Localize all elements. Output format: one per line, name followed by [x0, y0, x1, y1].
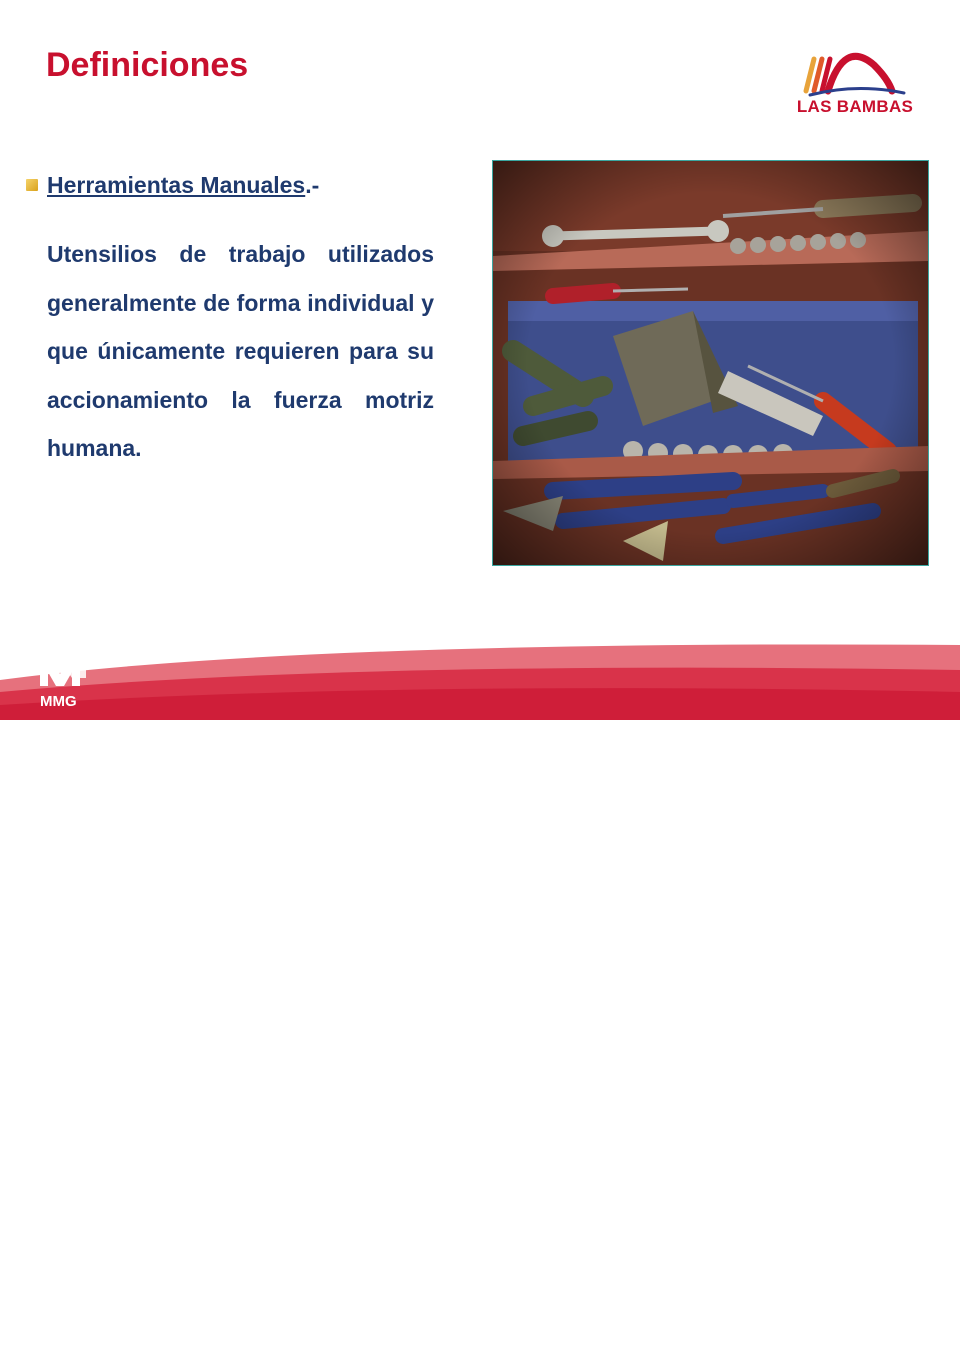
toolbox-photo	[492, 160, 929, 566]
las-bambas-logo-text: LAS BAMBAS	[796, 97, 914, 116]
bullet-icon	[26, 179, 38, 191]
toolbox-illustration	[493, 161, 928, 565]
definition-term: Herramientas Manuales	[47, 172, 306, 198]
definition-body: Utensilios de trabajo utilizados generalmente de forma individual y que únicamente requieren para su accionamiento la fuerza motriz humana.	[47, 241, 434, 461]
mmg-logo-mark	[38, 656, 102, 710]
mmg-tagline: MINERÍA PARA EL PROGRESO	[140, 1346, 195, 1364]
definition-heading	[47, 172, 319, 199]
las-bambas-logo-mark	[800, 45, 910, 97]
definition-term-suffix: .-	[305, 172, 320, 198]
mmg-logo-text: MMG	[40, 693, 77, 710]
slide-title: Definiciones	[46, 46, 249, 84]
las-bambas-logo	[790, 45, 920, 120]
mmg-logo	[38, 656, 195, 1364]
